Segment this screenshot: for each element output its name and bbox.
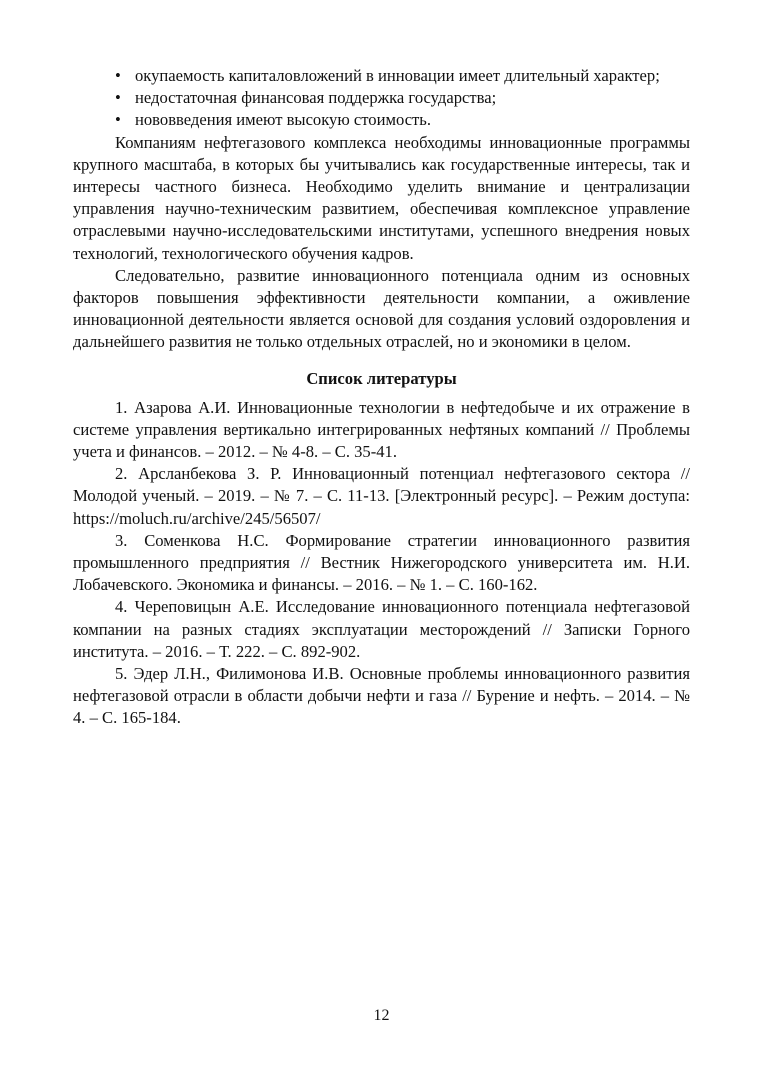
reference-item: 4. Череповицын А.Е. Исследование инновационного потенциала нефтегазовой компании на разных стадиях эксплуатации месторождений // Записки Горного института. – 2016. – Т. 222. – С. 892-902. bbox=[73, 597, 690, 661]
bullet-icon: • bbox=[115, 66, 121, 85]
reference-item: 2. Арсланбекова З. Р. Инновационный потенциал нефтегазового сектора // Молодой ученый. – 2019. – № 7. – С. 11-13. [Электронный ресурс]. – Режим доступа: https://moluch.ru/archive/245/56507/ bbox=[73, 464, 690, 528]
bullet-item bbox=[73, 65, 690, 87]
page-number: 12 bbox=[373, 1007, 390, 1024]
bullet-item bbox=[73, 87, 690, 109]
reference-item: 1. Азарова А.И. Инновационные технологии в нефтедобыче и их отражение в системе управления вертикально интегрированных нефтяных компаний // Проблемы учета и финансов. – 2012. – № 4-8. – С. 35-41. bbox=[73, 397, 690, 462]
bullet-icon: • bbox=[115, 88, 121, 108]
document-page bbox=[73, 65, 690, 730]
bullet-text: окупаемость капиталовложений в инновации имеет длительный характер; bbox=[135, 66, 660, 85]
references-heading: Список литературы bbox=[306, 368, 457, 388]
reference-item: 3. Соменкова Н.С. Формирование стратегии инновационного развития промышленного предприятия // Вестник Нижегородского университета им. Н.И. Лобачевского. Экономика и финансы. – 2016. – № 1. – С. 160-162. bbox=[73, 530, 690, 595]
reference-item: 5. Эдер Л.Н., Филимонова И.В. Основные проблемы инновационного развития нефтегазовой отрасли в области добычи нефти и газа // Бурение и нефть. – 2014. – № 4. – С. 165-184. bbox=[73, 664, 690, 728]
bullet-icon: • bbox=[115, 110, 121, 130]
bullet-item bbox=[73, 109, 690, 131]
bullet-text: недостаточная финансовая поддержка государства; bbox=[135, 88, 497, 108]
body-paragraph: Следовательно, развитие инновационного потенциала одним из основных факторов повышения эффективности деятельности компании, а оживление инновационной деятельности является основой для создания условий оздоровления и дальнейшего развития не только отдельных отраслей, но и экономики в целом. bbox=[73, 265, 690, 352]
references-list bbox=[73, 397, 690, 730]
bullet-text: нововведения имеют высокую стоимость. bbox=[135, 110, 432, 130]
body-paragraph: Компаниям нефтегазового комплекса необходимы инновационные программы крупного масштаба, в которых бы учитывались как государственные интересы, так и интересы частного бизнеса. Необходимо уделить внимание и централизации управления научно-техническим развитием, обеспечивая комплексное управление отраслевыми научно-исследовательскими институтами, успешного внедрения новых технологий, технологического обучения кадров. bbox=[73, 132, 690, 263]
bullet-list bbox=[73, 65, 690, 132]
